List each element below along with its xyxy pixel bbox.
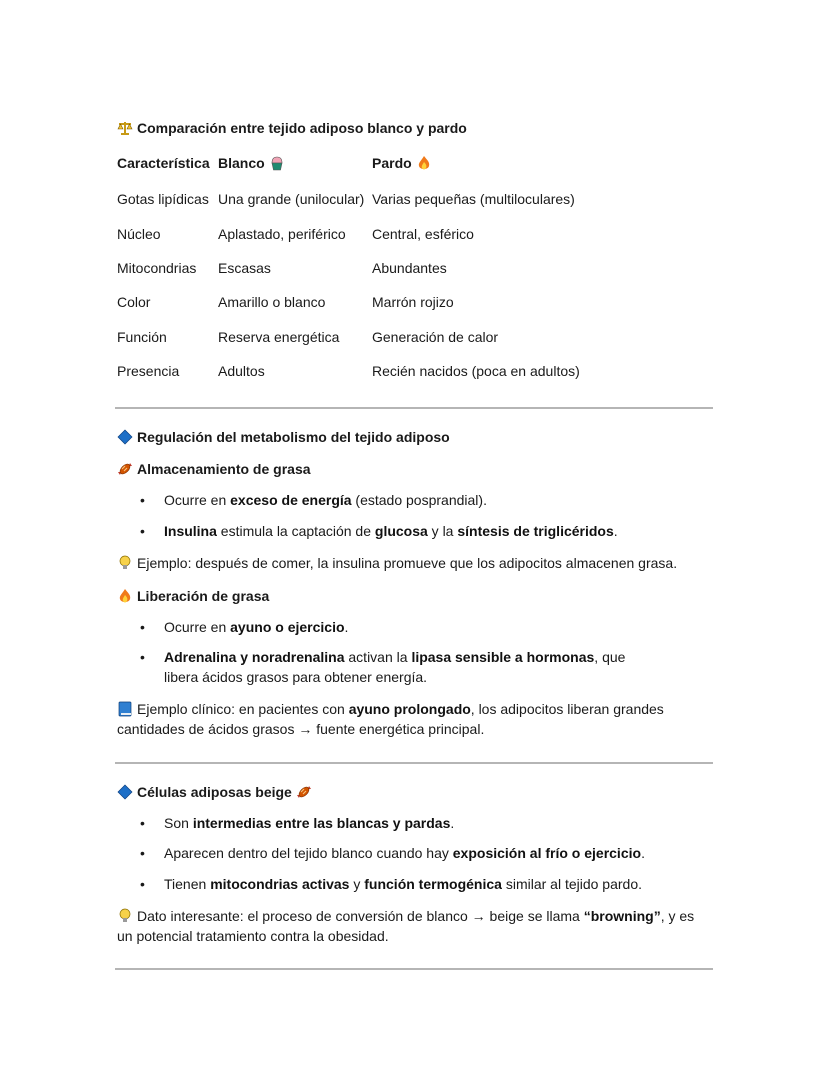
bold-text: ayuno o ejercicio [230, 619, 345, 635]
list-item [140, 521, 700, 541]
header-text: Pardo [372, 155, 412, 171]
table-cell: Una grande (unilocular) [218, 191, 365, 207]
fire-icon [117, 588, 133, 604]
table-cell: Presencia [117, 363, 180, 379]
divider [115, 407, 713, 409]
text: Aparecen dentro del tejido blanco cuando hay [164, 845, 453, 861]
text: . [450, 815, 455, 831]
storage-title [117, 459, 311, 479]
table-cell: Amarillo o blanco [218, 294, 326, 310]
table-cell: Núcleo [117, 226, 161, 242]
bold-text: exceso de energía [230, 492, 352, 508]
bold-text: ayuno prolongado [348, 701, 471, 717]
blue-diamond-icon [117, 429, 133, 445]
table-cell: Mitocondrias [117, 260, 197, 276]
storage-example [117, 553, 677, 573]
release-title-text: Liberación de grasa [137, 588, 270, 604]
text: , que libera ácidos grasos para obtener energía. [164, 649, 626, 685]
table-cell: Reserva energética [218, 329, 340, 345]
fire-icon [416, 155, 432, 171]
text: , y es un potencial tratamiento contra la obesidad. [117, 908, 695, 944]
interesting-fact [117, 906, 702, 946]
text: similar al tejido pardo. [501, 876, 642, 892]
text: . [613, 523, 618, 539]
table-cell: Marrón rojizo [372, 294, 454, 310]
release-title [117, 586, 269, 606]
regulation-title [117, 427, 450, 447]
list-item [140, 617, 700, 637]
comparison-title [117, 118, 467, 138]
lightbulb-icon [117, 908, 133, 924]
text: Tienen [164, 876, 211, 892]
list-item [140, 874, 700, 894]
table-header-caracteristica: Característica [117, 155, 210, 171]
table-header-pardo [372, 153, 436, 173]
bullet: • [140, 619, 145, 635]
table-cell: Recién nacidos (poca en adultos) [372, 363, 580, 379]
comparison-title-text: Comparación entre tejido adiposo blanco y pardo [137, 120, 467, 136]
bullet: • [140, 523, 145, 539]
storage-title-text: Almacenamiento de grasa [137, 461, 311, 477]
bold-text: “browning” [583, 908, 661, 924]
bold-text: Insulina [164, 523, 217, 539]
candy-icon [117, 461, 133, 477]
beige-title-text: Células adiposas beige [137, 784, 292, 800]
text: (estado posprandial). [351, 492, 487, 508]
text: Son [164, 815, 193, 831]
text: . [641, 845, 645, 861]
table-cell: Central, esférico [372, 226, 474, 242]
cupcake-icon [269, 155, 285, 171]
table-cell: Aplastado, periférico [218, 226, 346, 242]
bold-text: glucosa [374, 523, 428, 539]
table-cell: Adultos [218, 363, 265, 379]
bullet: • [140, 649, 145, 665]
scale-icon [117, 120, 133, 136]
list-item [140, 647, 660, 687]
table-cell: Abundantes [372, 260, 447, 276]
bold-text: lipasa sensible a hormonas [411, 649, 595, 665]
list-item [140, 490, 700, 510]
text: estimula la captación de [216, 523, 375, 539]
table-cell: Varias pequeñas (multiloculares) [372, 191, 575, 207]
text: Ejemplo clínico: en pacientes con [137, 701, 349, 717]
bold-text: mitocondrias activas [210, 876, 350, 892]
table-cell: Generación de calor [372, 329, 499, 345]
bold-text: intermedias entre las blancas y pardas [192, 815, 451, 831]
table-cell: Función [117, 329, 167, 345]
regulation-title-text: Regulación del metabolismo del tejido adiposo [137, 429, 450, 445]
text: , los adipocitos liberan grandes cantidades de ácidos grasos → fuente energética principal. [117, 701, 664, 737]
clinical-example [117, 699, 687, 739]
table-cell: Color [117, 294, 151, 310]
text: y la [427, 523, 458, 539]
lightbulb-icon [117, 555, 133, 571]
text: activan la [344, 649, 412, 665]
divider [115, 968, 713, 970]
beige-title [117, 782, 316, 802]
list-item [140, 843, 700, 863]
bullet: • [140, 845, 145, 861]
text: . [344, 619, 349, 635]
list-item [140, 813, 700, 833]
text: Ocurre en [164, 492, 231, 508]
text: Dato interesante: el proceso de conversión de blanco → beige se llama [137, 908, 584, 924]
bullet: • [140, 492, 145, 508]
bold-text: exposición al frío o ejercicio [452, 845, 642, 861]
book-icon [117, 701, 133, 717]
blue-diamond-icon [117, 784, 133, 800]
candy-icon [296, 784, 312, 800]
bold-text: Adrenalina y noradrenalina [164, 649, 345, 665]
bullet: • [140, 815, 145, 831]
bullet: • [140, 876, 145, 892]
table-cell: Gotas lipídicas [117, 191, 209, 207]
example-text: Ejemplo: después de comer, la insulina promueve que los adipocitos almacenen grasa. [137, 555, 678, 571]
table-header-blanco [218, 153, 289, 173]
text: y [349, 876, 365, 892]
bold-text: función termogénica [364, 876, 502, 892]
divider [115, 762, 713, 764]
bold-text: síntesis de triglicéridos [457, 523, 614, 539]
table-cell: Escasas [218, 260, 271, 276]
text: Ocurre en [164, 619, 231, 635]
header-text: Blanco [218, 155, 265, 171]
